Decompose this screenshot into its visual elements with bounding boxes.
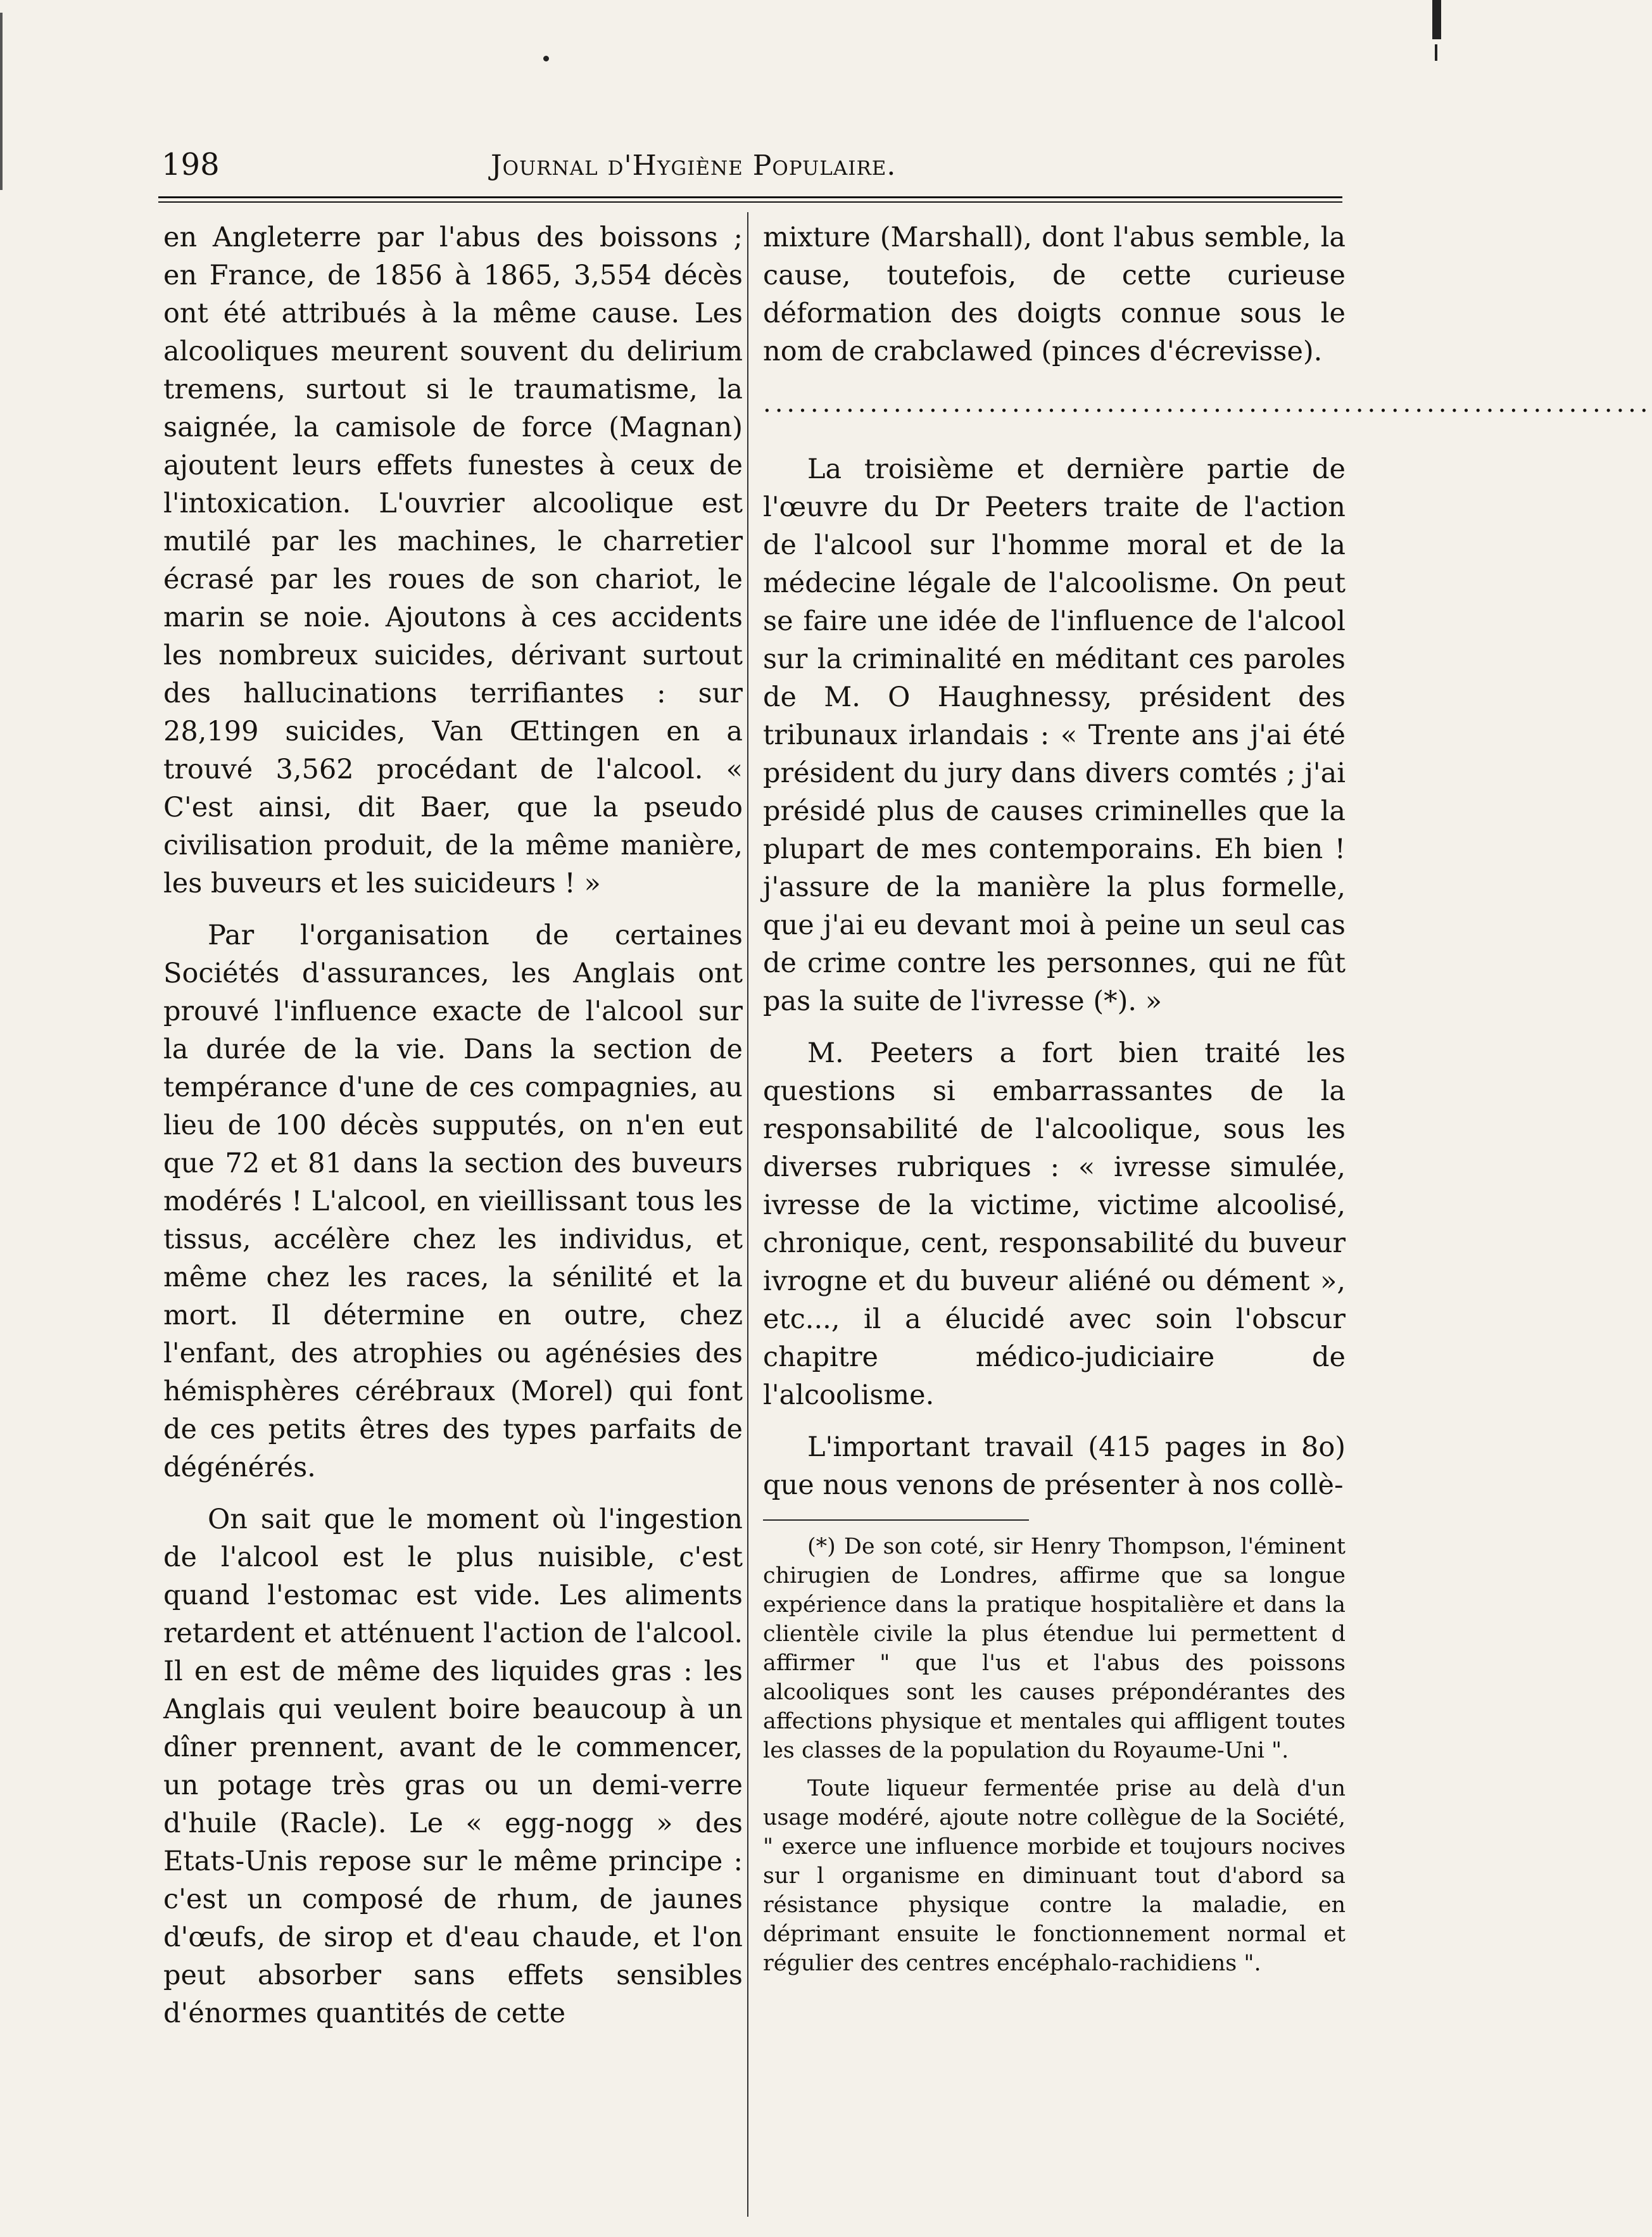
paragraph: La troisième et dernière partie de l'œuvre du Dr Peeters traite de l'action de l'alcool sur l'homme moral et de la médecine légale de l'alcoolisme. On peut se faire une idée de l'influence de l'alcool sur la criminalité en méditant ces paroles de M. O Haughnessy, président des tribunaux irlandais : « Trente ans j'ai été président du jury dans divers comtés ; j'ai présidé plus de causes criminelles que la plupart de mes contemporains. Eh bien ! j'assure de la manière la plus formelle, que j'ai eu devant moi à peine un seul cas de crime contre les personnes, qui ne fût pas la suite de l'ivresse (*). » (763, 453, 1346, 1017)
footnotes (763, 1532, 1346, 1978)
scan-speck (543, 56, 549, 61)
paragraph: L'important travail (415 pages in 8o) que nous venons de présenter à nos collè- (763, 1431, 1346, 1501)
header-rule-bottom (158, 201, 1342, 203)
running-title: Journal d'Hygiène Populaire. (491, 149, 897, 182)
left-column (163, 219, 743, 2032)
footnote-rule (763, 1519, 1029, 1521)
paragraph: mixture (Marshall), dont l'abus semble, la cause, toutefois, de cette curieuse déformation des doigts connue sous le nom de crabclawed (pinces d'écrevisse). (763, 222, 1346, 367)
column-divider (747, 212, 748, 2217)
header-rule-top (158, 196, 1342, 198)
scan-speck (1432, 0, 1441, 39)
right-column (763, 219, 1652, 1978)
paragraph: M. Peeters a fort bien traité les questions si embarrassantes de la responsabilité de l'alcoolique, sous les diverses rubriques : « ivresse simulée, ivresse de la victime, victime alcoolisé, chronique, cent, responsabilité du buveur ivrogne et du buveur aliéné ou dément », etc..., il a élucidé avec soin l'obscur chapitre médico-judiciaire de l'alcoolisme. (763, 1037, 1346, 1411)
scan-speck (1435, 44, 1437, 61)
paragraph: On sait que le moment où l'ingestion de l'alcool est le plus nuisible, c'est quand l'estomac est vide. Les aliments retardent et atténuent l'action de l'alcool. Il en est de même des liquides gras : les Anglais qui veulent boire beaucoup à un dîner prennent, avant de le commencer, un potage très gras ou un demi-verre d'huile (Racle). Le « egg-nogg » des Etats-Unis repose sur le même principe : c'est un composé de rhum, de jaunes d'œufs, de sirop et d'eau chaude, et l'on peut absorber sans effets sensibles d'énormes quantités de cette (163, 1504, 743, 2029)
page-number: 198 (161, 147, 220, 182)
paragraph: Par l'organisation de certaines Sociétés d'assurances, les Anglais ont prouvé l'influence exacte de l'alcool sur la durée de la vie. Dans la section de tempérance d'une de ces compagnies, au lieu de 100 décès supputés, on n'en eut que 72 et 81 dans la section des buveurs modérés ! L'alcool, en vieillissant tous les tissus, accélère chez les individus, et même chez les races, la sénilité et la mort. Il détermine en outre, chez l'enfant, des atrophies ou agénésies des hémisphères cérébraux (Morel) qui font de ces petits êtres des types parfaits de dégénérés. (163, 920, 743, 1483)
page-header (161, 147, 1339, 191)
footnote: (*) De son coté, sir Henry Thompson, l'éminent chirugien de Londres, affirme que sa longue expérience dans la pratique hospitalière et dans la clientèle civile la plus étendue lui permettent d affirmer " que l'us et l'abus des poissons alcooliques sont les causes prépondérantes des affections physique et mentales qui affligent toutes les classes de la population du Royaume-Uni ". (763, 1534, 1346, 1763)
section-separator-dots: ........................................................................... (763, 389, 1652, 418)
footnote: Toute liqueur fermentée prise au delà d'un usage modéré, ajoute notre collègue de la Société, " exerce une influence morbide et toujours nocives sur l organisme en diminuant tout d'abord sa résistance physique contre la maladie, en déprimant ensuite le fonctionnement normal et régulier des centres encéphalo-rachidiens ". (763, 1776, 1346, 1976)
scan-speck (0, 13, 3, 190)
paragraph: en Angleterre par l'abus des boissons ; en France, de 1856 à 1865, 3,554 décès ont été attribués à la même cause. Les alcooliques meurent souvent du delirium tremens, surtout si le traumatisme, la saignée, la camisole de force (Magnan) ajoutent leurs effets funestes à ceux de l'intoxication. L'ouvrier alcoolique est mutilé par les machines, le charretier écrasé par les roues de son chariot, le marin se noie. Ajoutons à ces accidents les nombreux suicides, dérivant surtout des hallucinations terrifiantes : sur 28,199 suicides, Van Œttingen en a trouvé 3,562 procédant de l'alcool. « C'est ainsi, dit Baer, que la pseudo civilisation produit, de la même manière, les buveurs et les suicideurs ! » (163, 222, 743, 899)
